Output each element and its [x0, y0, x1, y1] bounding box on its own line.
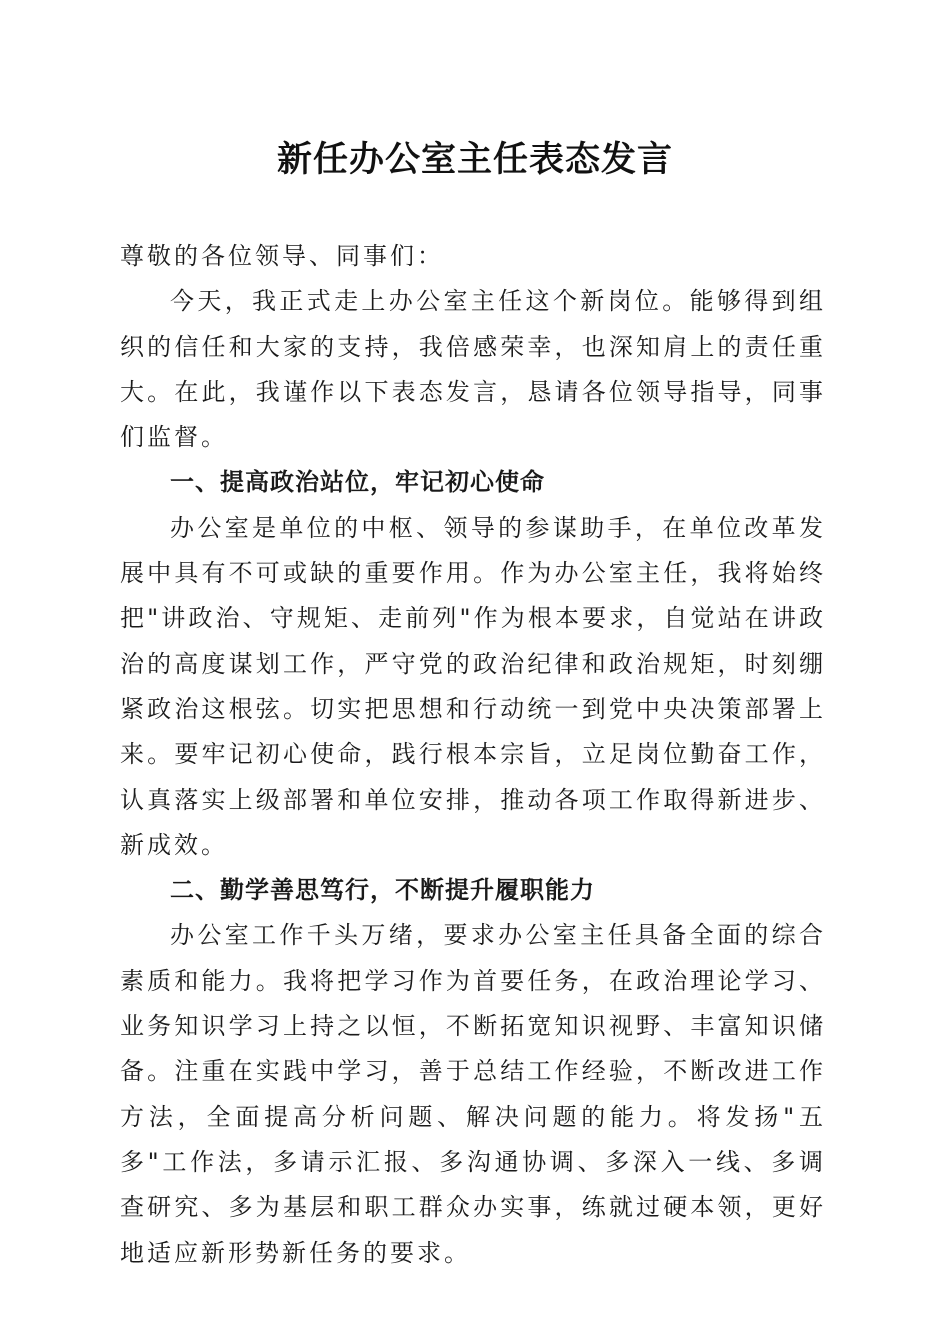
intro-paragraph: 今天，我正式走上办公室主任这个新岗位。能够得到组织的信任和大家的支持，我倍感荣幸，也深知肩上的责任重大。在此，我谨作以下表态发言，恳请各位领导指导，同事们监督。: [120, 287, 826, 452]
document-title: 新任办公室主任表态发言: [276, 139, 673, 180]
section-2-paragraph: 办公室工作千头万绪，要求办公室主任具备全面的综合素质和能力。我将把学习作为首要任务，在政治理论学习、业务知识学习上持之以恒，不断拓宽知识视野、丰富知识储备。注重在实践中学习，善于总结工作经验，不断改进工作方法，全面提高分析问题、解决问题的能力。将发扬"五多"工作法，多请示汇报、多沟通协调、多深入一线、多调查研究、多为基层和职工群众办实事，练就过硬本领，更好地适应新形势新任务的要求。: [120, 921, 826, 1267]
salutation: 尊敬的各位领导、同事们：: [120, 242, 444, 270]
section-1-paragraph: 办公室是单位的中枢、领导的参谋助手，在单位改革发展中具有不可或缺的重要作用。作为办公室主任，我将始终把"讲政治、守规矩、走前列"作为根本要求，自觉站在讲政治的高度谋划工作，严守党的政治纪律和政治规矩，时刻绷紧政治这根弦。切实把思想和行动统一到党中央决策部署上来。要牢记初心使命，践行根本宗旨，立足岗位勤奋工作，认真落实上级部署和单位安排，推动各项工作取得新进步、新成效。: [120, 513, 826, 859]
section-1-heading: 一、提高政治站位，牢记初心使命: [170, 468, 545, 497]
section-2-heading: 二、勤学善思笃行，不断提升履职能力: [170, 876, 595, 905]
document-body: [120, 234, 826, 1276]
